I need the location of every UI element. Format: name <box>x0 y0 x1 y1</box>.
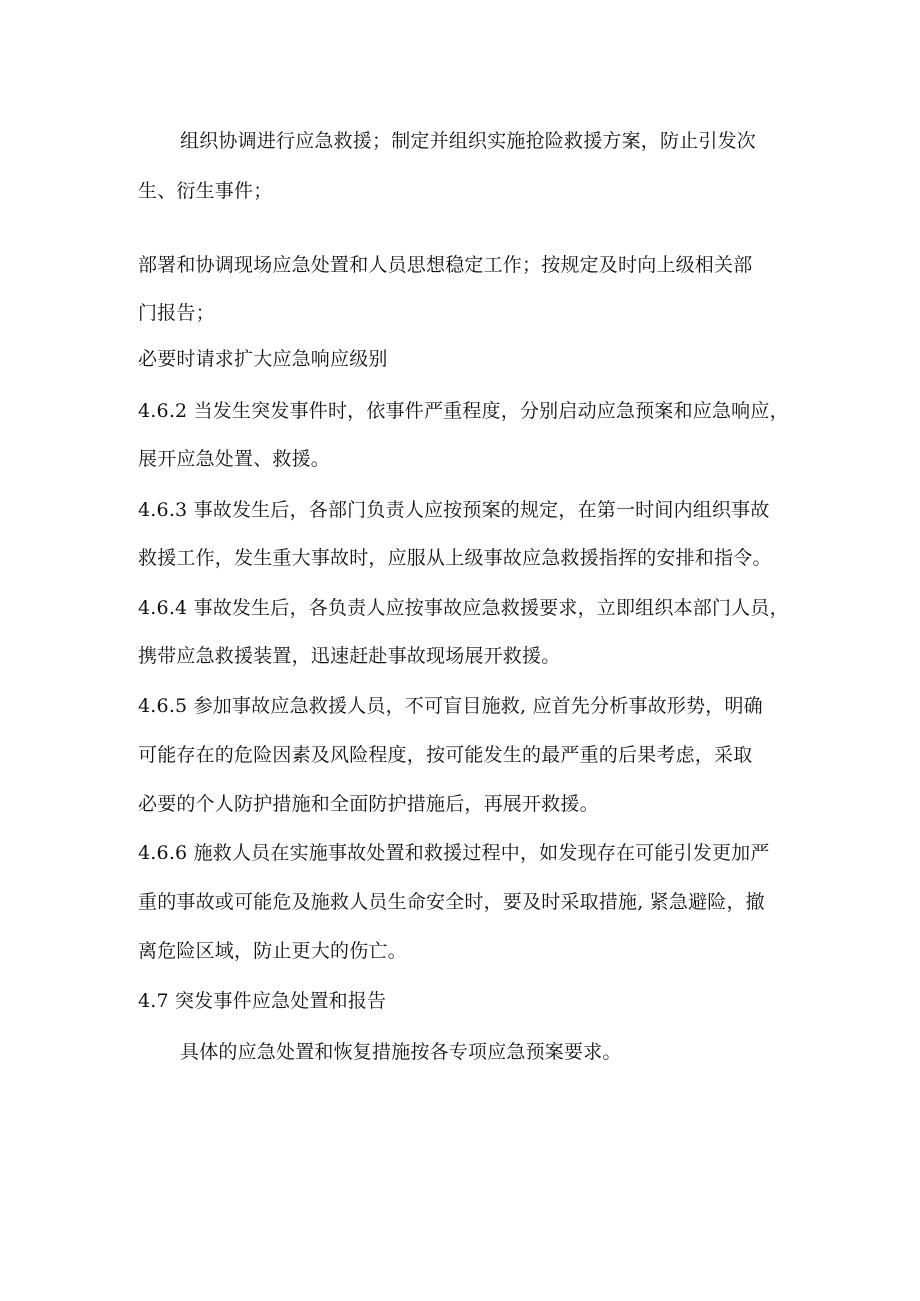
paragraph-line: 组织协调进行应急救援；制定并组织实施抢险救援方案，防止引发次 <box>180 130 757 152</box>
paragraph-line: 可能存在的危险因素及风险程度，按可能发生的最严重的后果考虑，采取 <box>138 744 753 766</box>
section-4-6-3-line: 4.6.3 事故发生后，各部门负责人应按预案的规定，在第一时间内组织事故 <box>138 499 770 521</box>
paragraph-line: 门报告； <box>138 302 215 324</box>
paragraph-line: 必要的个人防护措施和全面防护措施后，再展开救援。 <box>138 793 599 815</box>
section-4-6-2-line: 4.6.2 当发生突发事件时，依事件严重程度，分别启动应急预案和应急响应， <box>138 400 789 422</box>
paragraph-line: 离危险区域，防止更大的伤亡。 <box>138 940 407 962</box>
paragraph-line: 重的事故或可能危及施救人员生命安全时，要及时采取措施, 紧急避险，撤 <box>138 891 765 913</box>
paragraph-line: 展开应急处置、救援。 <box>138 448 331 470</box>
paragraph-line: 具体的应急处置和恢复措施按各专项应急预案要求。 <box>180 1041 622 1063</box>
section-4-6-4-line: 4.6.4 事故发生后，各负责人应按事故应急救援要求，立即组织本部门人员， <box>138 597 789 619</box>
paragraph-line: 携带应急救援装置，迅速赶赴事故现场展开救援。 <box>138 645 561 667</box>
section-4-7-heading: 4.7 突发事件应急处置和报告 <box>138 990 387 1012</box>
paragraph-line: 生、衍生事件； <box>138 180 273 202</box>
paragraph-line: 救援工作，发生重大事故时，应服从上级事故应急救援指挥的安排和指令。 <box>138 547 772 569</box>
paragraph-line: 必要时请求扩大应急响应级别 <box>138 348 388 370</box>
paragraph-line: 部署和协调现场应急处置和人员思想稳定工作；按规定及时向上级相关部 <box>138 254 753 276</box>
section-4-6-5-line: 4.6.5 参加事故应急救援人员，不可盲目施救, 应首先分析事故形势，明确 <box>138 695 763 717</box>
section-4-6-6-line: 4.6.6 施救人员在实施事故处置和救援过程中，如发现存在可能引发更加严 <box>138 842 770 864</box>
